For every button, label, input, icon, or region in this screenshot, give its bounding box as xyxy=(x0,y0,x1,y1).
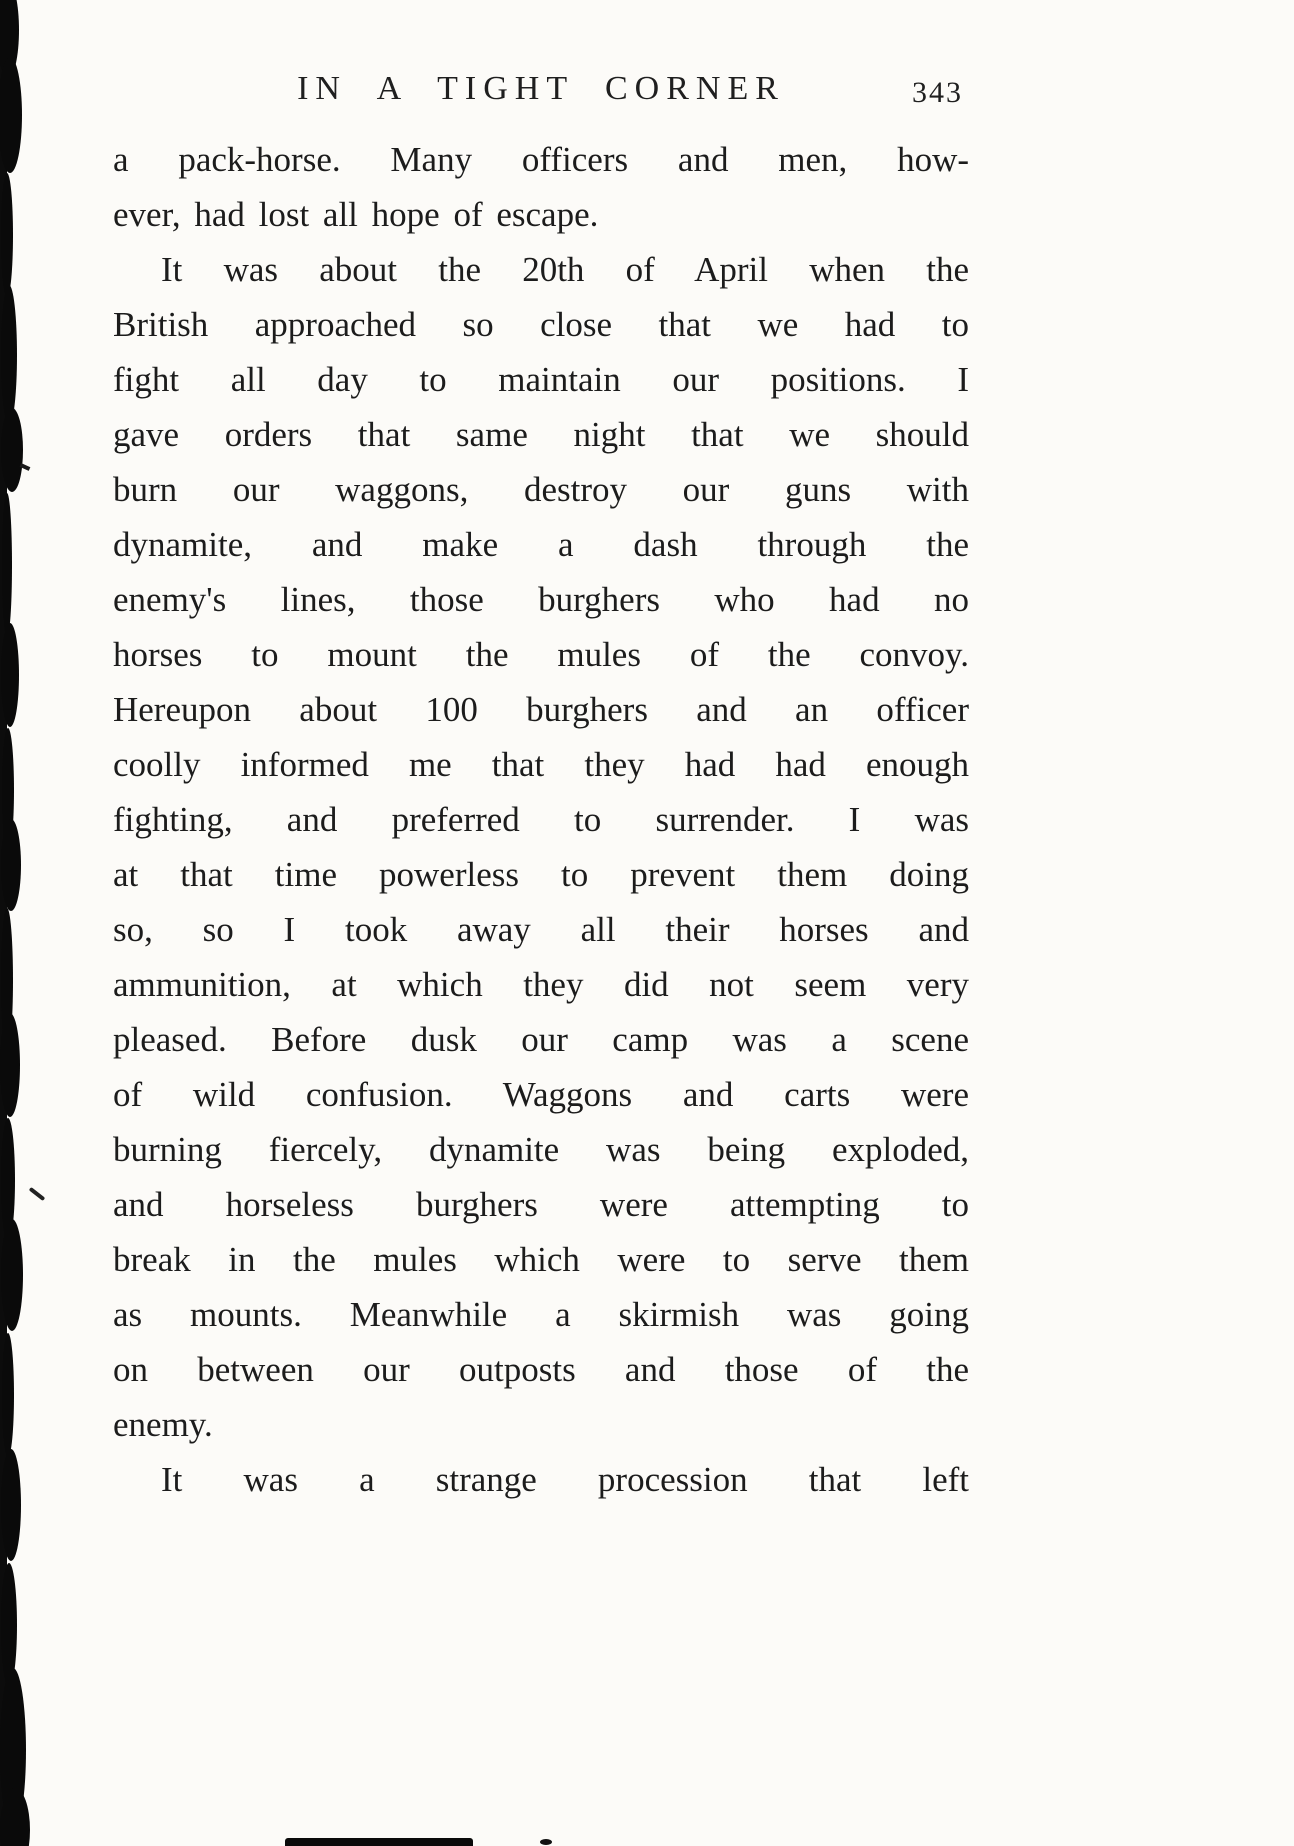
text-line: ever, had lost all hope of escape. xyxy=(113,195,599,234)
text-line: fighting, and preferred to surrender. I was xyxy=(113,800,969,839)
text-line: It was about the 20th of April when the xyxy=(161,250,969,289)
text-line: enemy's lines, those burghers who had no xyxy=(113,580,969,619)
page-header xyxy=(113,70,969,122)
text-line: ammunition, at which they did not seem very xyxy=(113,965,969,1004)
text-line: fight all day to maintain our positions. I xyxy=(113,360,969,399)
text-line: Hereupon about 100 burghers and an officer xyxy=(113,690,969,729)
text-line: break in the mules which were to serve them xyxy=(113,1240,969,1279)
text-line: pleased. Before dusk our camp was a scene xyxy=(113,1020,969,1059)
text-line: at that time powerless to prevent them doing xyxy=(113,855,969,894)
text-line: burning fiercely, dynamite was being exploded, xyxy=(113,1130,969,1169)
text-line: on between our outposts and those of the xyxy=(113,1350,969,1389)
text-line: and horseless burghers were attempting to xyxy=(113,1185,969,1224)
text-line: enemy. xyxy=(113,1405,213,1444)
text-line: as mounts. Meanwhile a skirmish was going xyxy=(113,1295,969,1334)
page-text xyxy=(113,132,969,1507)
page-number: 343 xyxy=(912,76,963,109)
text-line: horses to mount the mules of the convoy. xyxy=(113,635,969,674)
binding-edge xyxy=(0,0,60,1846)
text-line: of wild confusion. Waggons and carts were xyxy=(113,1075,969,1114)
text-line: a pack-horse. Many officers and men, how- xyxy=(113,140,969,179)
text-line: coolly informed me that they had had enough xyxy=(113,745,969,784)
text-line: burn our waggons, destroy our guns with xyxy=(113,470,969,509)
ink-smudge xyxy=(285,1838,473,1846)
text-line: It was a strange procession that left xyxy=(161,1460,969,1499)
text-line: so, so I took away all their horses and xyxy=(113,910,969,949)
text-line: dynamite, and make a dash through the xyxy=(113,525,969,564)
ink-dot xyxy=(540,1839,552,1845)
text-line: gave orders that same night that we should xyxy=(113,415,969,454)
ink-stray-mark xyxy=(29,1187,46,1201)
text-line: British approached so close that we had to xyxy=(113,305,969,344)
page-content xyxy=(113,70,969,1507)
chapter-title: IN A TIGHT CORNER xyxy=(297,70,785,107)
